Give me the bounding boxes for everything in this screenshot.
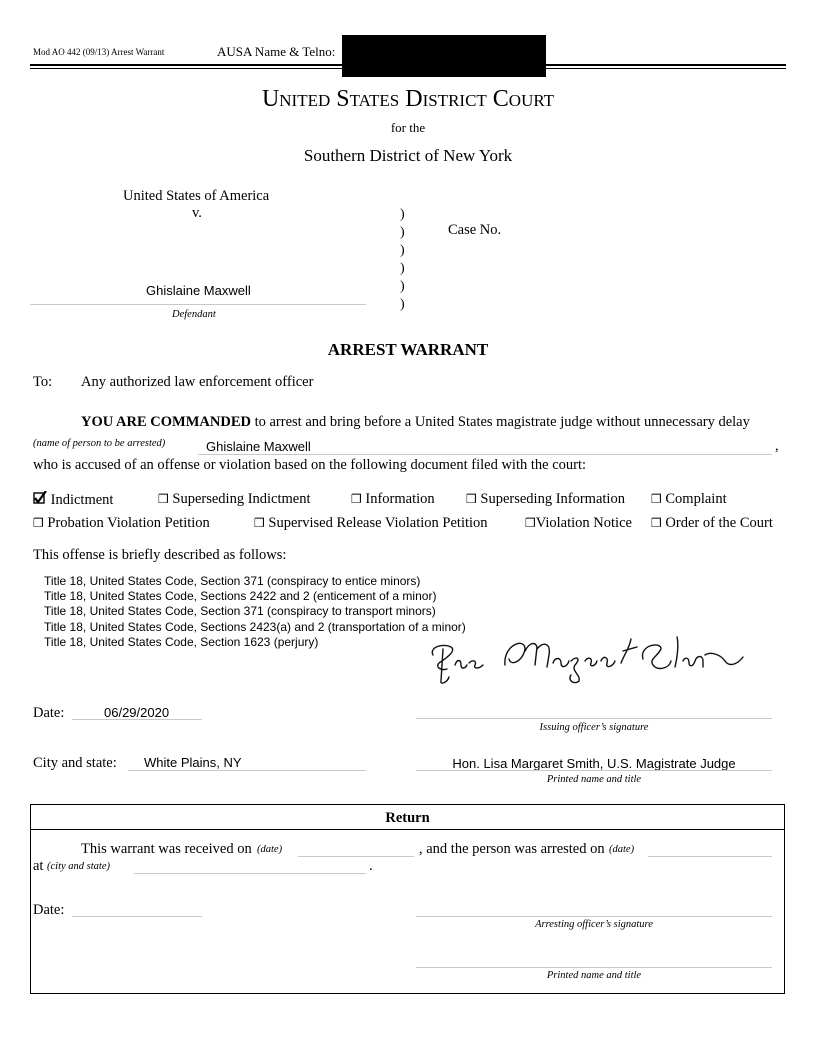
caption-parens: ) ) ) ) ) ): [400, 207, 405, 312]
arrested-date-line[interactable]: [648, 856, 772, 857]
return-printed-name-line[interactable]: [416, 967, 772, 968]
issuing-sig-line: [416, 718, 772, 719]
city-line: [128, 770, 366, 771]
city-label: City and state:: [33, 755, 117, 771]
arrested-text: , and the person was arrested on: [419, 841, 605, 857]
header-rule-bottom: [30, 68, 786, 69]
doc-complaint[interactable]: ❒ Complaint: [651, 491, 727, 507]
offense-item: Title 18, United States Code, Section 1623 (perjury): [44, 634, 319, 649]
received-date-hint: (date): [257, 844, 283, 855]
ausa-label: AUSA Name & Telno:: [217, 44, 336, 59]
return-date-line[interactable]: [72, 916, 202, 917]
doc-supervised-release[interactable]: ❒ Supervised Release Violation Petition: [254, 515, 488, 531]
arrest-city-line[interactable]: [134, 873, 366, 874]
header-rule-top: [30, 64, 786, 66]
doc-superseding-indictment[interactable]: ❒ Superseding Indictment: [158, 491, 311, 507]
offense-list: [44, 574, 466, 650]
person-line: [198, 454, 772, 455]
court-title: United States District Court: [261, 86, 555, 112]
received-text: This warrant was received on: [81, 841, 252, 857]
offense-item: Title 18, United States Code, Section 371 (conspiracy to transport minors): [44, 604, 436, 619]
defendant-label: Defendant: [172, 309, 216, 320]
arresting-sig-line[interactable]: [416, 916, 772, 917]
return-date-label: Date:: [33, 902, 65, 918]
checked-box-icon[interactable]: [33, 491, 47, 505]
offense-item: Title 18, United States Code, Sections 2422 and 2 (enticement of a minor): [44, 589, 437, 604]
accused-text: who is accused of an offense or violation based on the following document filed with the court:: [33, 457, 587, 473]
command-paragraph: [81, 414, 750, 431]
checkbox-icon[interactable]: ❒: [254, 516, 265, 530]
handwritten-signature: [425, 625, 755, 685]
defendant-line: [30, 304, 366, 305]
command-bold: YOU ARE COMMANDED: [81, 414, 251, 430]
to-label: To:: [33, 374, 53, 390]
district-name: Southern District of New York: [303, 146, 513, 165]
return-header-rule: [30, 829, 785, 830]
command-rest: to arrest and bring before a United States magistrate judge without unnecessary delay: [254, 414, 750, 430]
warrant-title: ARREST WARRANT: [327, 340, 489, 359]
date-label: Date:: [33, 705, 65, 721]
case-no-label: Case No.: [448, 222, 502, 238]
for-the: for the: [390, 120, 426, 135]
plaintiff: United States of America: [123, 188, 270, 204]
person-comma: ,: [775, 438, 779, 454]
checkbox-icon[interactable]: ❒: [158, 492, 169, 506]
return-title: Return: [385, 810, 430, 826]
doc-information[interactable]: ❒ Information: [351, 491, 435, 507]
person-label: (name of person to be arrested): [33, 438, 166, 449]
city-period: .: [369, 858, 373, 874]
checkbox-icon[interactable]: ❒: [651, 492, 662, 506]
offense-item: Title 18, United States Code, Sections 2423(a) and 2 (transportation of a minor): [44, 619, 466, 634]
return-box: [30, 804, 785, 994]
printed-name-line: [416, 770, 772, 771]
issuing-sig-label: Issuing officer’s signature: [539, 722, 649, 733]
versus: v.: [192, 205, 202, 221]
date-value: 06/29/2020: [104, 705, 170, 720]
received-date-line[interactable]: [298, 856, 414, 857]
at-label: at: [33, 858, 44, 874]
redaction-box: [342, 35, 546, 77]
offense-item: Title 18, United States Code, Section 371 (conspiracy to entice minors): [44, 574, 421, 588]
doc-superseding-information[interactable]: ❒ Superseding Information: [466, 491, 625, 507]
date-line: [72, 719, 202, 720]
doc-order-of-court[interactable]: ❒ Order of the Court: [651, 515, 773, 531]
defendant-name: Ghislaine Maxwell: [146, 283, 251, 298]
checkbox-icon[interactable]: ❒: [651, 516, 662, 530]
checkbox-icon[interactable]: ❒: [525, 516, 536, 530]
printed-name: Hon. Lisa Margaret Smith, U.S. Magistrate Judge: [452, 756, 736, 771]
return-printed-name-label: Printed name and title: [546, 970, 642, 981]
offense-intro: This offense is briefly described as follows:: [33, 547, 287, 563]
doc-indictment[interactable]: Indictment: [33, 491, 113, 509]
person-name: Ghislaine Maxwell: [206, 439, 311, 454]
to-text: Any authorized law enforcement officer: [81, 374, 314, 390]
arrested-date-hint: (date): [609, 844, 635, 855]
checkbox-icon[interactable]: ❒: [33, 516, 44, 530]
checkbox-icon[interactable]: ❒: [466, 492, 477, 506]
doc-probation-violation[interactable]: ❒ Probation Violation Petition: [33, 515, 210, 531]
form-id: Mod AO 442 (09/13) Arrest Warrant: [33, 47, 165, 57]
arresting-sig-label: Arresting officer’s signature: [535, 919, 653, 930]
printed-name-label: Printed name and title: [546, 774, 642, 785]
doc-violation-notice[interactable]: ❒Violation Notice: [525, 515, 632, 531]
city-value: White Plains, NY: [144, 755, 242, 770]
checkbox-icon[interactable]: ❒: [351, 492, 362, 506]
city-hint: (city and state): [47, 861, 110, 872]
